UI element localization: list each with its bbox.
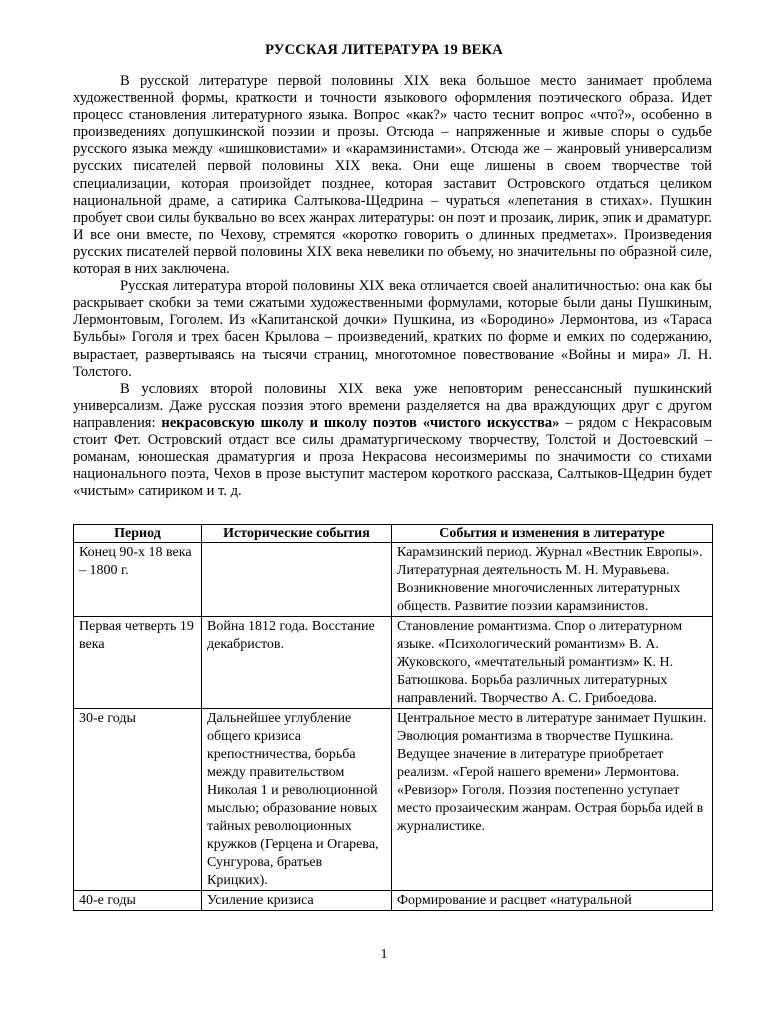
period-cell: Конец 90-х 18 века – 1800 г.	[74, 543, 202, 617]
table-header-row	[74, 525, 713, 543]
history-cell: Усиление кризиса	[202, 891, 392, 911]
history-cell	[202, 543, 392, 617]
period-cell: 40-е годы	[74, 891, 202, 911]
paragraph-3	[73, 381, 712, 501]
page-number: 1	[380, 947, 388, 962]
page-title: РУССКАЯ ЛИТЕРАТУРА 19 ВЕКА	[265, 42, 503, 58]
history-cell: Война 1812 года. Восстание декабристов.	[202, 617, 392, 709]
header-history: Исторические события	[202, 525, 392, 543]
header-period: Период	[74, 525, 202, 543]
literature-cell: Становление романтизма. Спор о литературном языке. «Психологический романтизм» В. А. Жуковского, «мечтательный романтизм» К. Н. Батюшкова. Борьба различных литературных направлений. Творчество А. С. Грибоедова.	[392, 617, 713, 709]
period-cell: Первая четверть 19 века	[74, 617, 202, 709]
paragraph-2: Русская литература второй половины XIX века отличается своей аналитичностью: она как бы раскрывает скобки за теми сжатыми художественными формулами, которые были даны Пушкиным, Лермонтовым, Гоголем. Из «Капитанской дочки» Пушкина, из «Бородино» Лермонтова, из «Тараса Бульбы» Гоголя и трех басен Крылова – произведений, кратких по форме и емких по содержанию, вырастает, развертываясь на тысячи страниц, многотомное повествование «Войны и мира» Л. Н. Толстого.	[73, 278, 712, 380]
paragraph-1: В русской литературе первой половины XIX века большое место занимает проблема художественной формы, краткости и точности языкового оформления поэтического образа. Идет процесс становления литературного языка. Вопрос «как?» часто теснит вопрос «что?», особенно в произведениях допушкинской поэзии и прозы. Отсюда – напряженные и живые споры о судьбе русского языка между «шишковистами» и «карамзинистами». Отсюда же – жанровый универсализм русских писателей первой половины XIX века. Они еще лишены в своем творчестве той специализации, которая произойдет позднее, которая заставит Островского отдаться целиком национальной драме, а сатирика Салтыкова-Щедрина – чураться «лепетания в стихах». Пушкин пробует свои силы буквально во всех жанрах литературы: он поэт и прозаик, лирик, эпик и драматург. И все они вместе, по Чехову, стремятся «коротко говорить о длинных предметах». Произведения русских писателей первой половины XIX века невелики по объему, но значительны по образной силе, которая в них заключена.	[73, 73, 712, 278]
table-row	[74, 891, 713, 911]
history-cell: Дальнейшее углубление общего кризиса крепостничества, борьба между правительством Николая 1 и революционной мыслью; образование новых тайных революционных кружков (Герцена и Огарева, Сунгурова, братьев Крицких).	[202, 709, 392, 891]
paragraph-3-start: В условиях второй половины XIX века уже неповторим ренессансный пушкинский универсализм. Даже русская поэзия этого времени разделяется на два враждующих друг с другом направления:	[73, 380, 712, 431]
literature-cell: Формирование и расцвет «натуральной	[392, 891, 713, 911]
table-row	[74, 617, 713, 709]
body-text	[73, 73, 712, 500]
literature-cell: Центральное место в литературе занимает Пушкин. Эволюция романтизма в творчестве Пушкина. Ведущее значение в литературе приобретает реализм. «Герой нашего времени» Лермонтова. «Ревизор» Гоголя. Поэзия постепенно уступает место прозаическим жанрам. Острая борьба идей в журналистике.	[392, 709, 713, 891]
table-row	[74, 543, 713, 617]
period-cell: 30-е годы	[74, 709, 202, 891]
paragraph-3-end: – рядом с Некрасовым стоит Фет. Островский отдаст все силы драматургическому творчеству, Толстой и Достоевский – романам, юношеская драматургия и проза Некрасова несоизмеримы по значимости со стихами национального поэта, Чехов в прозе выступит мастером короткого рассказа, Салтыков-Щедрин будет «чистым» сатириком и т. д.	[73, 414, 712, 500]
literature-cell: Карамзинский период. Журнал «Вестник Европы». Литературная деятельность М. Н. Муравьева. Возникновение многочисленных литературных обществ. Развитие поэзии карамзинистов.	[392, 543, 713, 617]
paragraph-3-bold: некрасовскую школу и школу поэтов «чистого искусства»	[161, 414, 560, 431]
table-row	[74, 709, 713, 891]
periods-table	[73, 524, 713, 911]
header-literature: События и изменения в литературе	[392, 525, 713, 543]
